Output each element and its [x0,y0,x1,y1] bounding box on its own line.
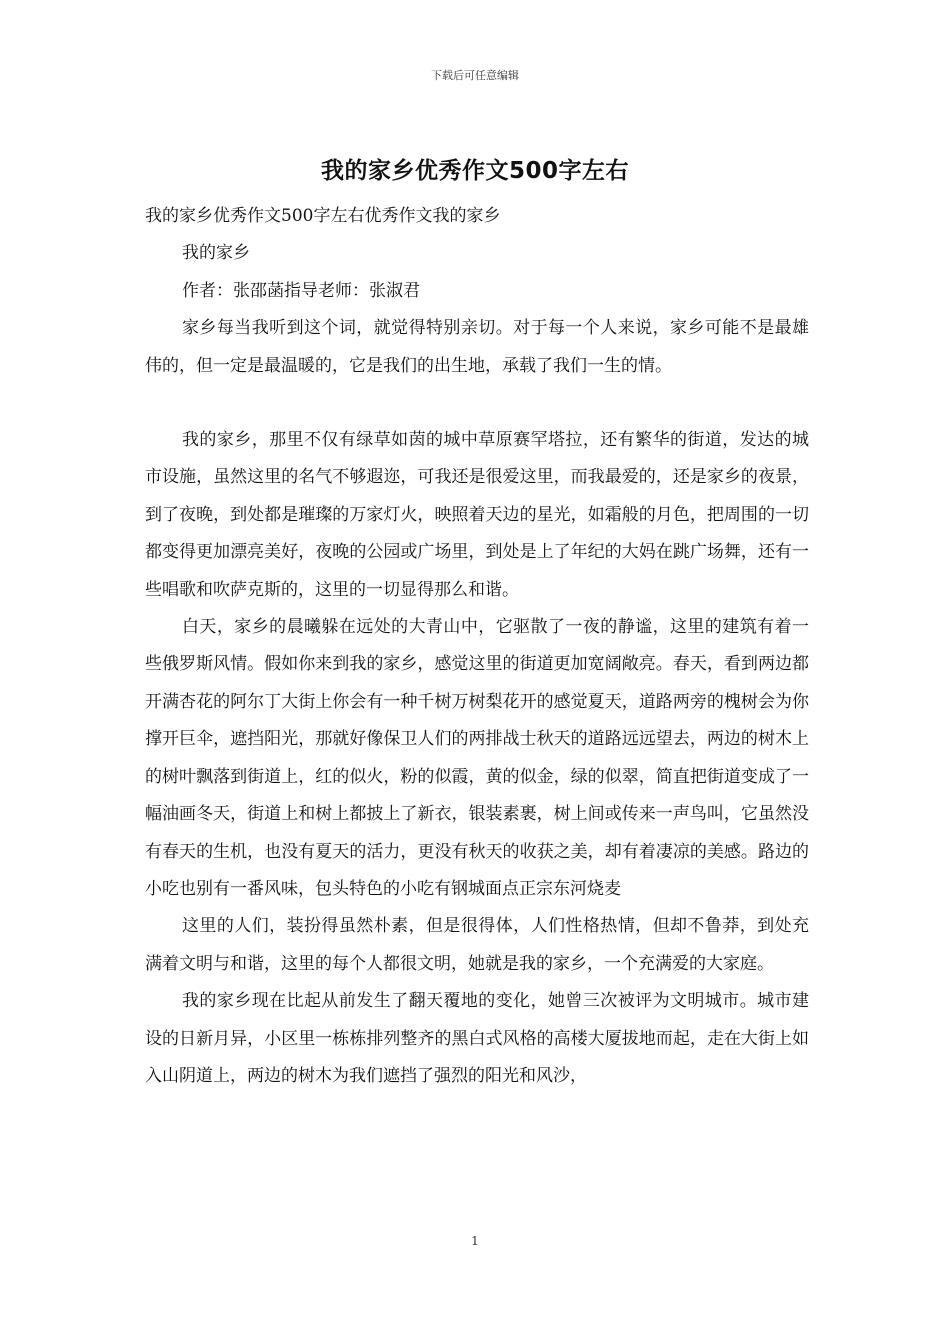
paragraph-people: 这里的人们，装扮得虽然朴素，但是很得体，人们性格热情，但却不鲁莽，到处充满着文明与和谐，这里的每个人都很文明，她就是我的家乡，一个充满爱的大家庭。 [145,916,809,974]
section-heading: 我的家乡 [182,243,250,264]
paragraph-intro: 家乡每当我听到这个词，就觉得特别亲切。对于每一个人来说，家乡可能不是最雄伟的，但一定是最温暖的，它是我们的出生地，承载了我们一生的情。 [145,318,809,376]
document-body [145,198,809,1095]
document-title: 我的家乡优秀作文500字左右 [320,158,629,184]
page-number: 1 [471,1234,479,1248]
header-note: 下载后可任意编辑 [431,69,519,82]
author-line: 作者：张邵菡指导老师：张淑君 [182,280,420,301]
subtitle-line: 我的家乡优秀作文500字左右优秀作文我的家乡 [145,206,501,226]
paragraph-night: 我的家乡，那里不仅有绿草如茵的城中草原赛罕塔拉，还有繁华的街道，发达的城市设施，虽然这里的名气不够遐迩，可我还是很爱这里，而我最爱的，还是家乡的夜景，到了夜晚，到处都是璀璨的万家灯火，映照着天边的星光，如霜般的月色，把周围的一切都变得更加漂亮美好，夜晚的公园或广场里，到处是上了年纪的大妈在跳广场舞，还有一些唱歌和吹萨克斯的，这里的一切显得那么和谐。 [145,430,809,600]
paragraph-changes: 我的家乡现在比起从前发生了翻天覆地的变化，她曾三次被评为文明城市。城市建设的日新月异，小区里一栋栋排列整齐的黑白式风格的高楼大厦拔地而起，走在大街上如入山阴道上，两边的树木为我们遮挡了强烈的阳光和风沙， [145,991,809,1086]
paragraph-day-seasons: 白天，家乡的晨曦躲在远处的大青山中，它驱散了一夜的静谧，这里的建筑有着一些俄罗斯风情。假如你来到我的家乡，感觉这里的街道更加宽阔敞亮。春天，看到两边都开满杏花的阿尔丁大街上你会有一种千树万树梨花开的感觉夏天，道路两旁的槐树会为你撑开巨伞，遮挡阳光，那就好像保卫人们的两排战士秋天的道路远远望去，两边的树木上的树叶飘落到街道上，红的似火，粉的似霞，黄的似金，绿的似翠，简直把街道变成了一幅油画冬天，街道上和树上都披上了新衣，银装素裹，树上间或传来一声鸟叫，它虽然没有春天的生机，也没有夏天的活力，更没有秋天的收获之美，却有着凄凉的美感。路边的小吃也别有一番风味，包头特色的小吃有钢城面点正宗东河烧麦 [145,617,809,899]
paragraph-gap [145,385,809,422]
